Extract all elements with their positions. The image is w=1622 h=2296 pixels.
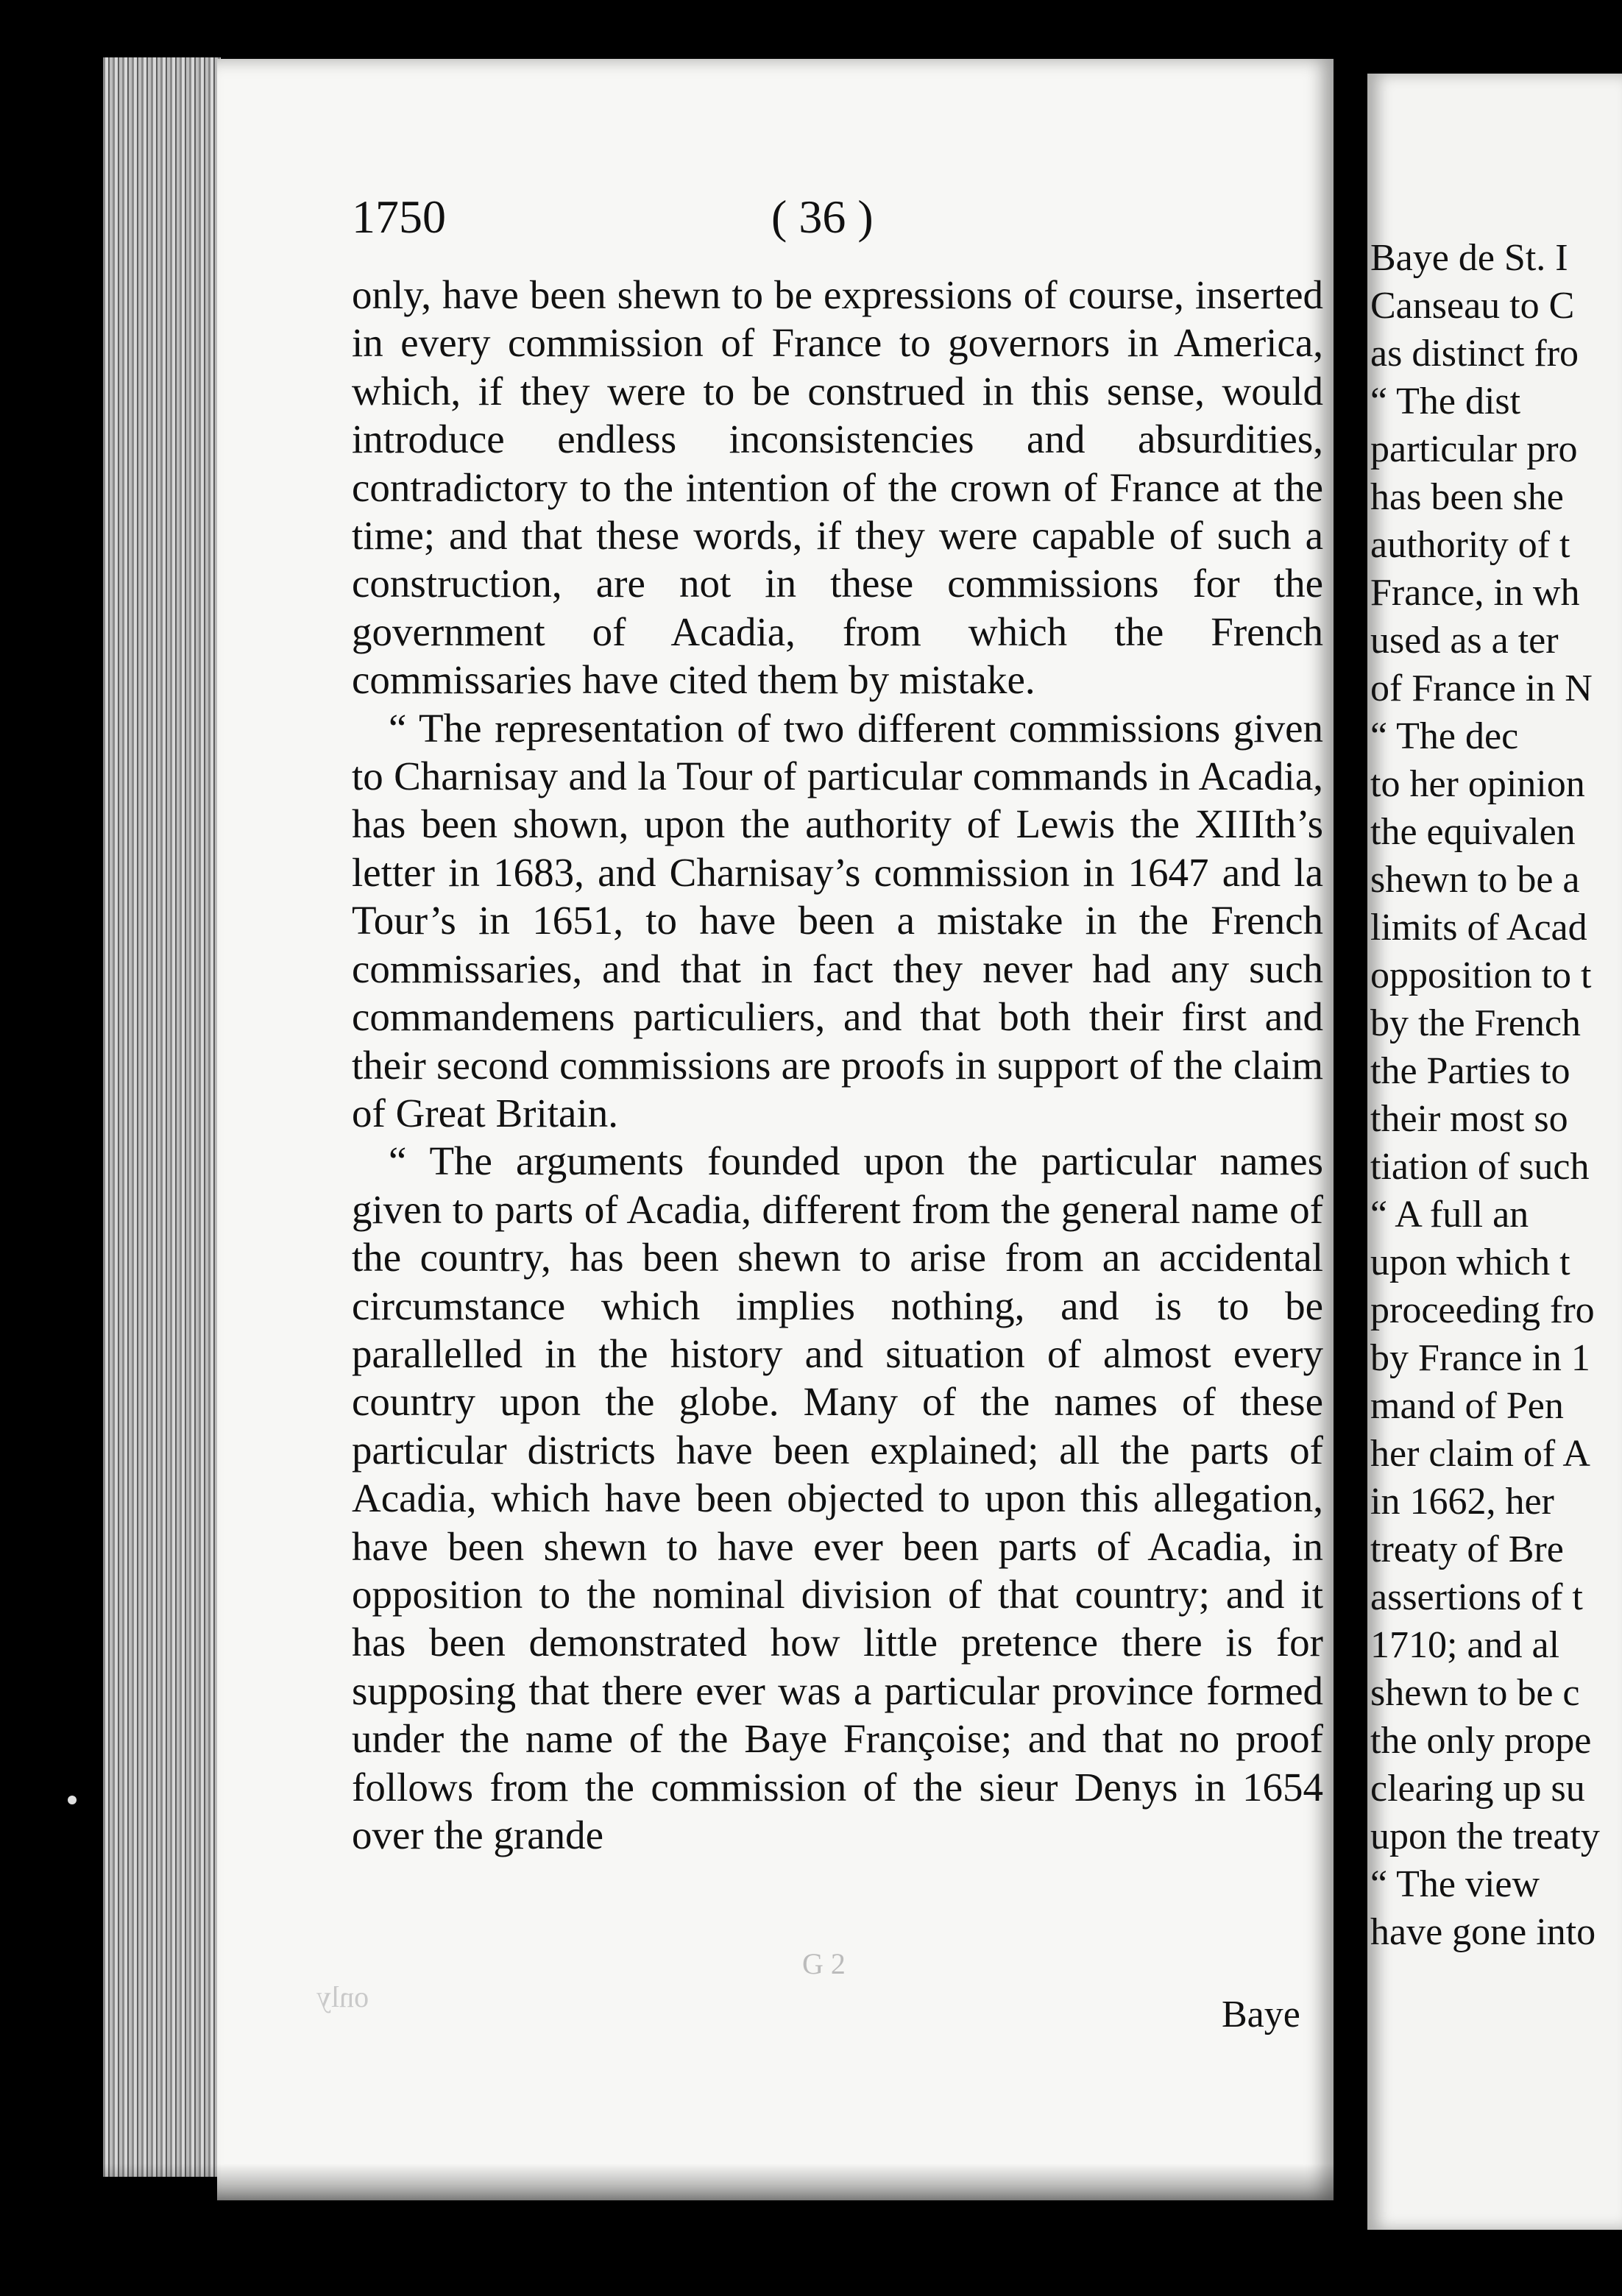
margin-dot — [68, 1796, 77, 1804]
year: 1750 — [352, 191, 446, 243]
right-page-line: France, in wh — [1370, 572, 1580, 614]
right-page-line: used as a ter — [1370, 620, 1559, 662]
page-edges — [103, 57, 221, 2177]
bleed-through-text: only — [316, 1980, 369, 2013]
paragraph-1: only, have been shewn to be expressions of course, inserted in every commission of France to governors in America, which, if they were to be construed in this sense, would introduce endless inconsistencies and absurdities, contradictory to the intention of the crown of France at the time; and that these words, if they were capable of such a construction, are not in these commissions for the government of Acadia, from which the French commissaries have cited them by mistake. — [352, 272, 1323, 703]
right-page-line: their most so — [1370, 1098, 1568, 1140]
paragraph-2: “ The representation of two different commissions given to Charnisay and la Tour of particular commands in Acadia, has been shown, upon the authority of Lewis the XIIIth’s letter in 1683, and Charnisay’s commission in 1647 and la Tour’s in 1651, to have been a mistake in the French commissaries, and that in fact they never had any such commandemens particuliers, and that both their first and their second commissions are proofs in support of the claim of Great Britain. — [352, 705, 1323, 1135]
right-page-line: have gone into — [1370, 1911, 1596, 1953]
right-page-line: has been she — [1370, 476, 1564, 518]
right-page-line: by France in 1 — [1370, 1337, 1590, 1379]
right-page-line: to her opinion — [1370, 763, 1585, 805]
right-page-text — [1370, 234, 1622, 1956]
right-page-line: treaty of Bre — [1370, 1528, 1564, 1570]
right-page-line: by the French — [1370, 1002, 1581, 1044]
right-page-line: of France in N — [1370, 667, 1593, 709]
right-page-line: “ The dist — [1370, 380, 1521, 422]
right-page-line: 1710; and al — [1370, 1624, 1560, 1666]
right-page-line: shewn to be a — [1370, 859, 1580, 901]
right-page-line: in 1662, her — [1370, 1481, 1554, 1523]
right-page-line: mand of Pen — [1370, 1385, 1564, 1427]
running-head — [352, 190, 1331, 249]
right-page-line: “ The dec — [1370, 715, 1519, 757]
page-number: ( 36 ) — [771, 191, 874, 243]
right-page-line: particular pro — [1370, 428, 1578, 470]
right-page-line: “ The view — [1370, 1863, 1540, 1905]
right-page-line: the equivalen — [1370, 811, 1576, 853]
right-page-line: Baye de St. I — [1370, 237, 1568, 279]
right-page-line: her claim of A — [1370, 1433, 1590, 1475]
right-page-line: “ A full an — [1370, 1194, 1529, 1236]
right-page-line: upon the treaty — [1370, 1815, 1600, 1857]
right-page-line: upon which t — [1370, 1241, 1570, 1283]
right-page-line: authority of t — [1370, 524, 1570, 566]
right-page-line: the only prope — [1370, 1720, 1592, 1762]
right-page-line: tiation of such — [1370, 1146, 1590, 1188]
right-page-line: as distinct fro — [1370, 333, 1579, 375]
right-page-line: limits of Acad — [1370, 907, 1587, 949]
paragraph-3: “ The arguments founded upon the particular names given to parts of Acadia, different from the general name of the country, has been shewn to arise from an accidental circumstance which implies nothing, and is to be parallelled in the history and situation of almost every country upon the globe. Many of the names of these particular districts have been explained; all the parts of Acadia, which have been objected to upon this allegation, have been shewn to have ever been parts of Acadia, in opposition to the nominal division of that country; and it has been demonstrated how little pretence there is for supposing that there ever was a particular province formed under the name of the Baye Françoise; and that no proof follows from the commission of the sieur Denys in 1654 over the grande — [352, 1138, 1323, 1857]
right-page-line: proceeding fro — [1370, 1289, 1595, 1331]
right-page-line: the Parties to — [1370, 1050, 1570, 1092]
right-page-line: clearing up su — [1370, 1768, 1585, 1810]
page-shadow — [103, 2164, 1339, 2200]
right-page-line: shewn to be c — [1370, 1672, 1580, 1714]
signature-mark: G 2 — [802, 1947, 846, 1980]
right-page-line: assertions of t — [1370, 1576, 1583, 1618]
right-page-line: opposition to t — [1370, 954, 1592, 996]
left-page-text — [352, 271, 1323, 1859]
book-gutter — [1334, 44, 1367, 2296]
catchword: Baye — [1222, 1994, 1300, 2035]
right-page-line: Canseau to C — [1370, 285, 1575, 327]
